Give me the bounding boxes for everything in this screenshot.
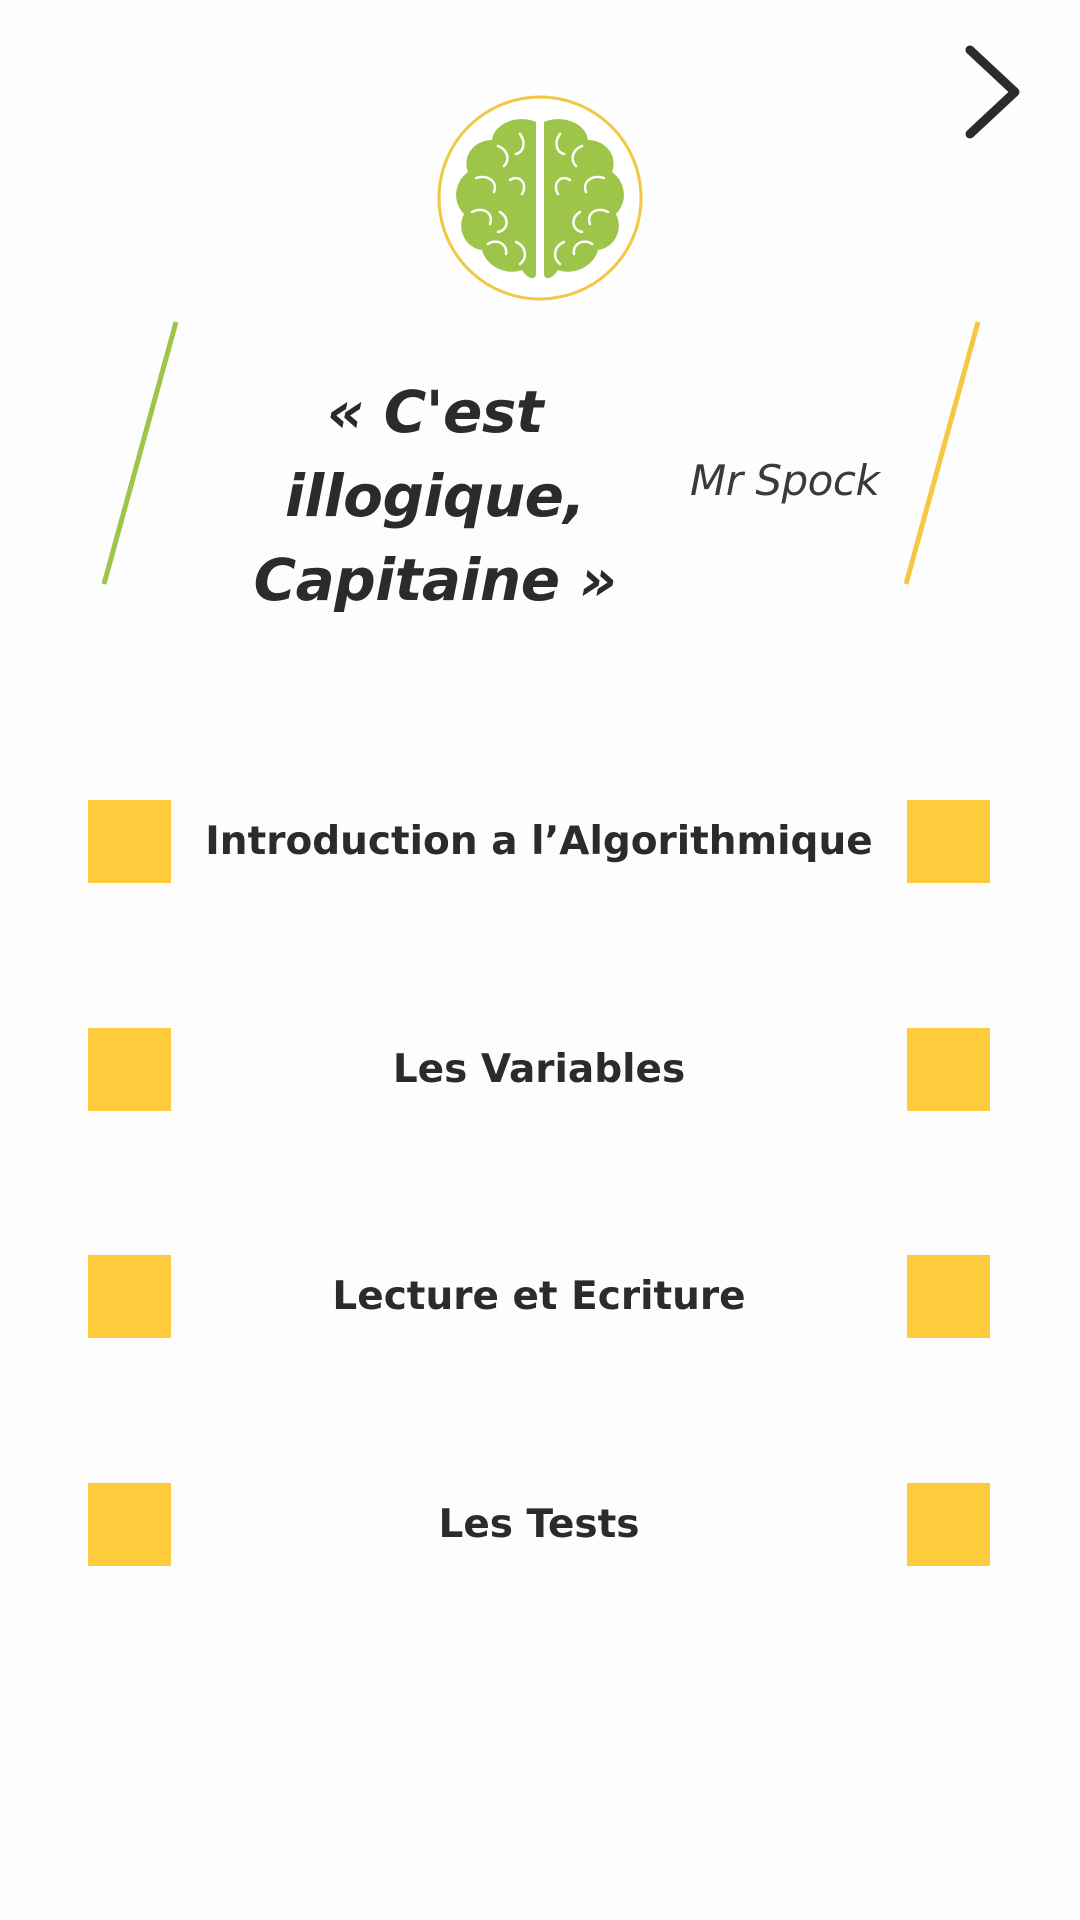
green-slash <box>104 322 176 584</box>
menu-item-label: Les Tests <box>438 1502 640 1547</box>
quote-line-1: « C'est illogique, <box>284 378 586 530</box>
brain-logo <box>436 94 644 302</box>
square-bullet-icon <box>907 800 990 883</box>
menu-item-label: Introduction a l’Algorithmique <box>205 819 873 864</box>
square-bullet-icon <box>88 1483 171 1566</box>
menu-item-lecture-ecriture[interactable] <box>0 1255 1080 1339</box>
square-bullet-icon <box>88 1255 171 1338</box>
square-bullet-icon <box>88 1028 171 1111</box>
quote-section <box>0 318 1080 614</box>
square-bullet-icon <box>907 1483 990 1566</box>
square-bullet-icon <box>88 800 171 883</box>
square-bullet-icon <box>907 1255 990 1338</box>
menu-item-variables[interactable] <box>0 1028 1080 1112</box>
quote-text <box>180 370 690 622</box>
quote-line-2: Capitaine » <box>253 546 617 614</box>
quote-author: Mr Spock <box>690 456 880 505</box>
menu-item-label: Les Variables <box>392 1047 686 1092</box>
square-bullet-icon <box>907 1028 990 1111</box>
brain-icon <box>436 94 644 302</box>
menu-item-tests[interactable] <box>0 1483 1080 1567</box>
yellow-slash <box>906 322 978 584</box>
menu-item-introduction[interactable] <box>0 800 1080 884</box>
next-button[interactable] <box>950 40 1030 150</box>
menu-item-label: Lecture et Ecriture <box>332 1274 746 1319</box>
chevron-right-icon <box>950 40 1030 150</box>
